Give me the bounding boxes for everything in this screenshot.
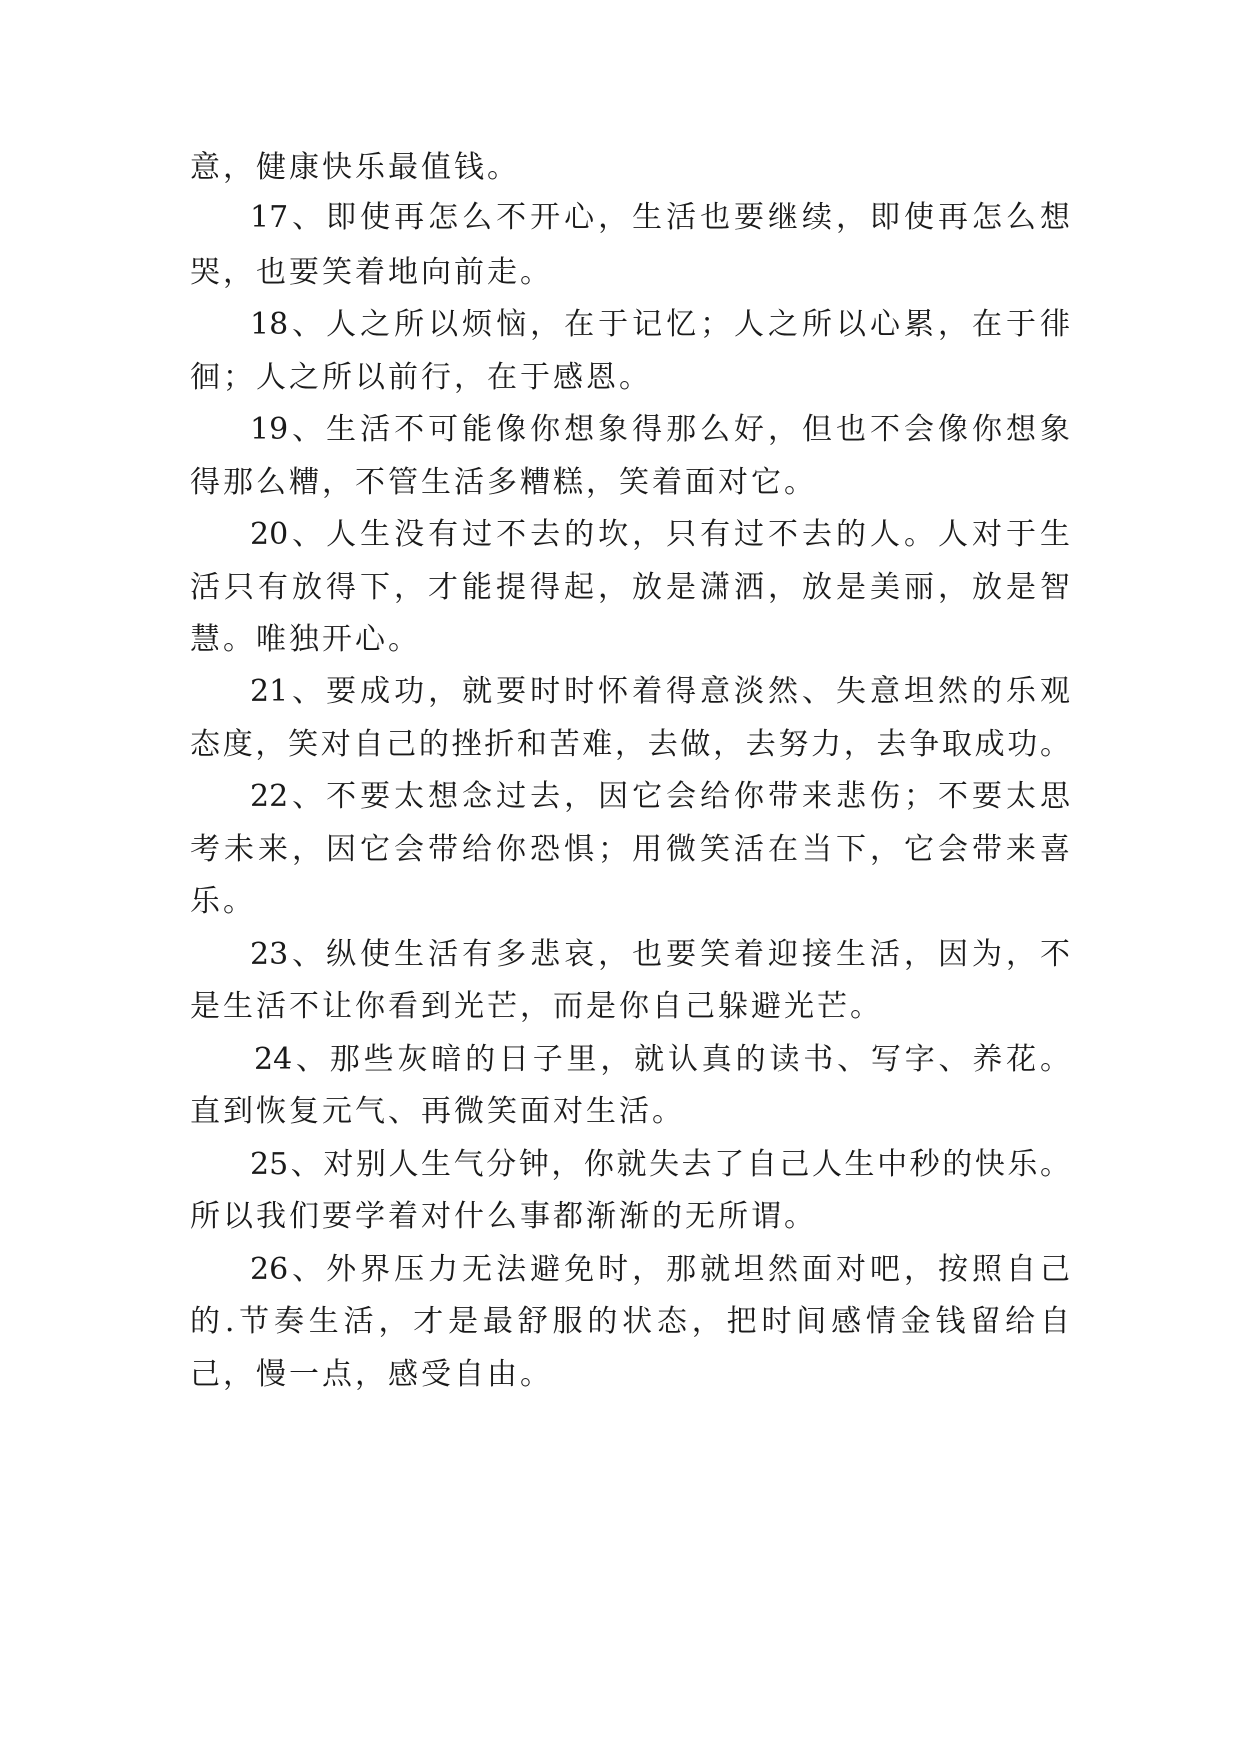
paragraph-24-line-2: 直到恢复元气、再微笑面对生活。 [190, 1094, 685, 1129]
paragraph-20-line-2: 活只有放得下，才能提得起，放是潇洒，放是美丽，放是智 [190, 570, 1070, 605]
paragraph-20-line-1: 20、人生没有过不去的坎，只有过不去的人。人对于生 [250, 517, 1070, 552]
paragraph-18-line-1: 18、人之所以烦恼，在于记忆；人之所以心累，在于徘 [250, 307, 1070, 342]
paragraph-25-line-2: 所以我们要学着对什么事都渐渐的无所谓。 [190, 1199, 817, 1234]
paragraph-17-line-2: 哭，也要笑着地向前走。 [190, 255, 553, 290]
paragraph-22-line-1: 22、不要太想念过去，因它会给你带来悲伤；不要太思 [250, 779, 1070, 814]
paragraph-24-line-1: 24、那些灰暗的日子里，就认真的读书、写字、养花。 [254, 1042, 1070, 1077]
paragraph-19-line-2: 得那么糟，不管生活多糟糕，笑着面对它。 [190, 465, 817, 500]
paragraph-26-line-2: 的.节奏生活，才是最舒服的状态，把时间感情金钱留给自 [190, 1304, 1070, 1339]
paragraph-25-line-1: 25、对别人生气分钟，你就失去了自己人生中秒的快乐。 [250, 1147, 1070, 1182]
paragraph-18-line-2: 徊；人之所以前行，在于感恩。 [190, 360, 652, 395]
paragraph-22-line-2: 考未来，因它会带给你恐惧；用微笑活在当下，它会带来喜 [190, 832, 1070, 867]
paragraph-23-line-1: 23、纵使生活有多悲哀，也要笑着迎接生活，因为，不 [250, 937, 1070, 972]
paragraph-17-line-1: 17、即使再怎么不开心，生活也要继续，即使再怎么想 [250, 200, 1070, 235]
paragraph-26-line-1: 26、外界压力无法避免时，那就坦然面对吧，按照自己 [250, 1252, 1070, 1287]
paragraph-19-line-1: 19、生活不可能像你想象得那么好，但也不会像你想象 [250, 412, 1070, 447]
text-line: 意，健康快乐最值钱。 [190, 150, 520, 185]
paragraph-26-line-3: 己，慢一点，感受自由。 [190, 1357, 553, 1392]
paragraph-20-line-3: 慧。唯独开心。 [190, 622, 421, 657]
paragraph-21-line-2: 态度，笑对自己的挫折和苦难，去做，去努力，去争取成功。 [190, 727, 1070, 762]
paragraph-23-line-2: 是生活不让你看到光芒，而是你自己躲避光芒。 [190, 989, 883, 1024]
paragraph-21-line-1: 21、要成功，就要时时怀着得意淡然、失意坦然的乐观 [250, 674, 1070, 709]
paragraph-22-line-3: 乐。 [190, 884, 256, 919]
